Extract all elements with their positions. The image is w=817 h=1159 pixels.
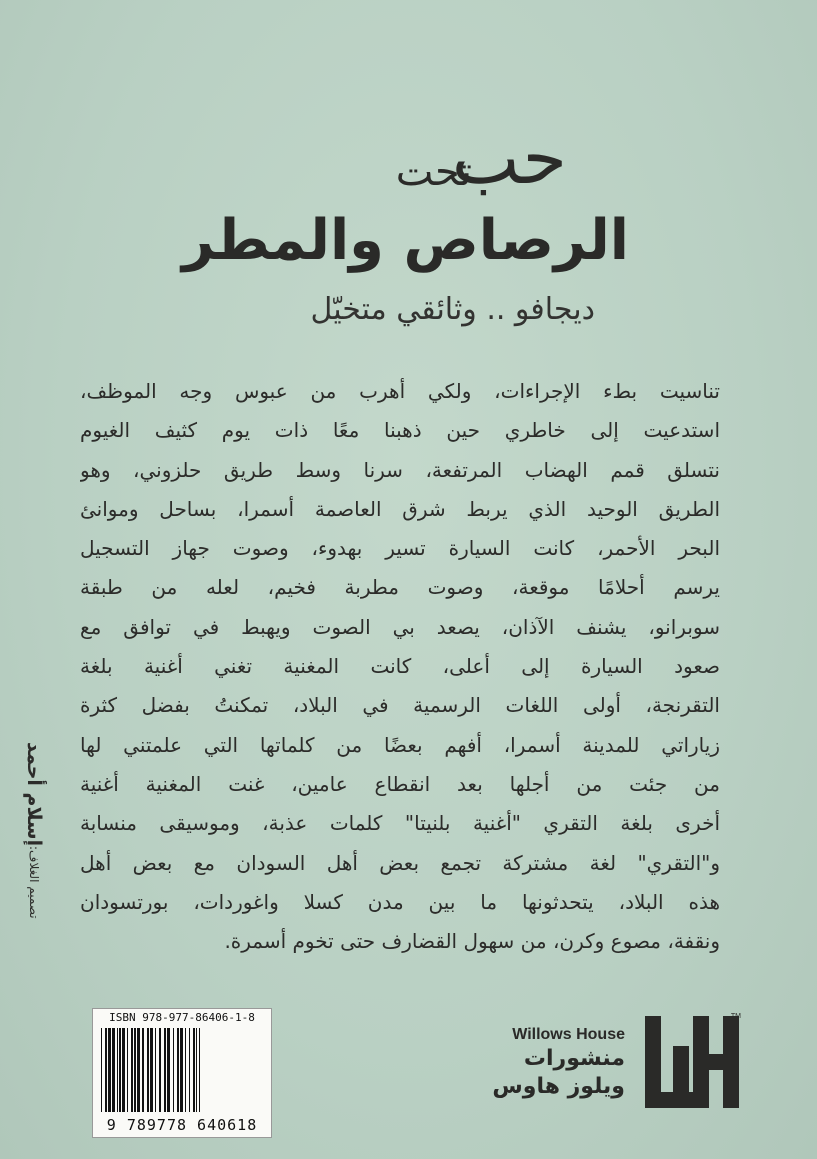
publisher-block [492,1010,745,1130]
blurb-line: نتسلق قمم الهضاب المرتفعة، سرنا وسط طريق حلزوني، وهو [80,457,720,482]
barcode-bar [105,1028,107,1112]
barcode-bar [180,1028,183,1112]
barcode-bar [142,1028,144,1112]
barcode-bar [167,1028,170,1112]
blurb-line: الطريق الوحيد الذي يربط شرق العاصمة أسمرا، بساحل وموانئ [80,496,720,521]
blurb-line: من جئت من أجلها بعد انقطاع عامين، غنت المغنية أغنية [80,771,720,796]
barcode-bar [185,1028,186,1112]
barcode-bar [127,1028,128,1112]
blurb-line: يرسم أحلامًا موقعة، وصوت مطربة فخيم، لعله من طبقة [80,575,720,600]
blurb-line: البحر الأحمر، كانت السيارة تسير بهدوء، وصوت جهاز التسجيل [80,536,720,561]
designer-name: إسلام أحمد [23,741,45,846]
isbn-digits: 9 789778 640618 [106,1116,258,1134]
barcode-bar [189,1028,190,1112]
title-word-hob: حب [451,116,567,200]
blurb-line: أخرى بلغة التقري "أغنية بلنيتا" كلمات عذبة، وموسيقى منسابة [80,811,720,836]
barcode-bar [117,1028,118,1112]
barcode-bar [177,1028,179,1112]
barcode-bar [112,1028,115,1112]
blurb-line: استدعيت إلى خاطري حين ذهبنا معًا ذات يوم كثيف الغيوم [80,418,720,443]
publisher-name-ar-line1: منشورات [523,1046,625,1071]
publisher-name-ar-line2: ويلوز هاوس [492,1074,625,1099]
barcode-bars [99,1028,265,1112]
title-word-taht: تحت [395,149,472,195]
blurb-line: ونقفة، مصوع وكرن، من سهول القضارف حتى تخوم أسمرة. [224,929,720,954]
publisher-logo [637,1010,745,1120]
blurb-line: زياراتي للمدينة أسمرا، أفهم بعضًا من كلماتها التي علمتني لها [80,732,720,757]
barcode-bar [137,1028,140,1112]
barcode-bar [150,1028,153,1112]
blurb-text [80,372,720,961]
blurb-line: التقرنجة، أولى اللغات الرسمية في البلاد، تمكنتُ بفضل كثرة [80,693,720,718]
trademark-mark: TM [730,1013,741,1020]
blurb-line: تناسيت بطء الإجراءات، ولكي أهرب من عبوس وجه الموظف، [80,379,720,403]
barcode-bar [119,1028,121,1112]
barcode-bar [199,1028,200,1112]
designer-label: تصميم الغلاف: [27,845,41,919]
barcode-bar [108,1028,111,1112]
blurb-line: و"التقري" لغة مشتركة تجمع بعض أهل السودان مع بعض أهل [80,850,720,875]
subtitle: ديجافو .. وثائقي متخيّل [310,292,595,327]
blurb-line: هذه البلاد، يتحدثونها ما بين مدن كسلا واغوردات، بورتسودان [80,889,720,914]
barcode-bar [131,1028,133,1112]
barcode-bar [134,1028,136,1112]
barcode-bar [122,1028,125,1112]
barcode-bar [164,1028,166,1112]
blurb-line: صعود السيارة إلى أعلى، كانت المغنية تغني أغنية بلغة [80,654,720,679]
barcode-bar [173,1028,174,1112]
isbn-label: ISBN 978-977-86406-1-8 [109,1011,255,1024]
title-main-line: الرصاص والمطر [182,208,629,273]
blurb-line: سوبرانو، يشنف الآذان، يصعد بي الصوت ويهبط في توافق مع [80,614,720,639]
barcode-bar [193,1028,195,1112]
publisher-name-en: Willows House [512,1026,625,1043]
barcode-bar [101,1028,102,1112]
barcode-bar [147,1028,149,1112]
isbn-barcode [92,1008,272,1138]
barcode-bar [196,1028,197,1112]
cover-designer-credit [18,715,50,945]
barcode-bar [155,1028,156,1112]
barcode-bar [159,1028,161,1112]
